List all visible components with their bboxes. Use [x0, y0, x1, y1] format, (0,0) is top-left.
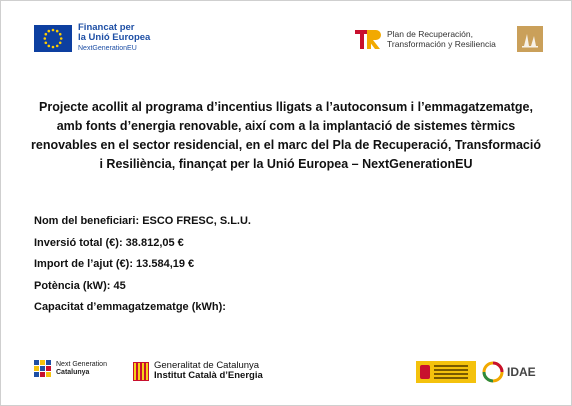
- plan-recuperacion-logo: [354, 27, 496, 51]
- government-emblem-icon: [517, 26, 543, 52]
- eu-flag-icon: [34, 25, 72, 52]
- idae-icon: [482, 361, 504, 383]
- power-field: Potència (kW): 45: [34, 279, 126, 292]
- plan-logo-line2: Transformación y Resiliencia: [387, 39, 496, 49]
- gencat-line1: Generalitat de Catalunya: [154, 360, 260, 371]
- eu-logo-line2: la Unió Europea: [78, 32, 151, 43]
- beneficiary-field: Nom del beneficiari: ESCO FRESC, S.L.U.: [34, 215, 251, 227]
- eu-logo: [34, 23, 150, 54]
- ngc-line2: Catalunya: [56, 368, 90, 376]
- generalitat-logo: [133, 361, 263, 381]
- senyera-icon: [133, 362, 149, 381]
- idae-logo: [482, 361, 536, 383]
- plan-logo-line1: Plan de Recuperación,: [387, 29, 474, 39]
- spain-government-logo: [416, 361, 476, 383]
- project-title: Projecte acollit al programa d’incentius lligats a l’autoconsum i l’emmagatzematge, amb fonts d’energia renovable, així com a la implantació de sistemes tèrmics renovables en el sector residencial, en el marc del Pla de Recuperació, Transformació i Resiliència, finançat per la Unió Europea – NextGenerationEU: [31, 100, 541, 171]
- spain-shield-icon: [420, 365, 430, 379]
- next-generation-catalunya-logo: [34, 360, 107, 377]
- gencat-line2: Institut Català d’Energia: [154, 370, 263, 381]
- ngc-line1: Next Generation: [56, 360, 107, 368]
- eu-logo-line3: NextGenerationEU: [78, 45, 137, 52]
- investment-field: Inversió total (€): 38.812,05 €: [34, 236, 184, 249]
- storage-field: Capacitat d’emmagatzematge (kWh):: [34, 301, 226, 313]
- aid-field: Import de l’ajut (€): 13.584,19 €: [34, 258, 195, 270]
- eu-logo-line1: Financat per: [78, 22, 135, 33]
- ngc-grid-icon: [34, 360, 51, 377]
- project-fields: [34, 211, 251, 319]
- plan-tr-icon: [354, 27, 382, 51]
- idae-label: IDAE: [507, 365, 536, 379]
